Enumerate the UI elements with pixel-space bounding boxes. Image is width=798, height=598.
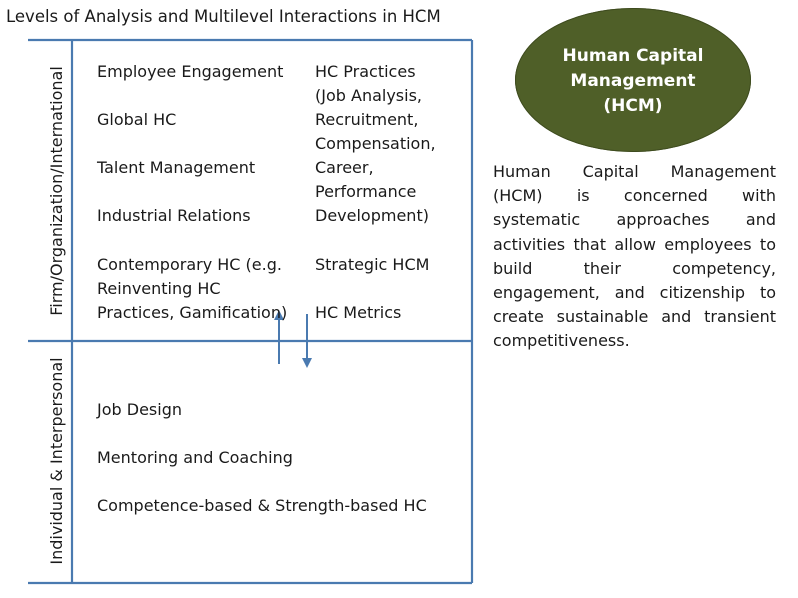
firm-item-talent-management: Talent Management: [97, 158, 256, 177]
hcm-ellipse: [515, 8, 751, 152]
firm-level-label: Firm/Organization/International: [47, 66, 66, 316]
firm-item-strategic-hcm: Strategic HCM: [315, 255, 430, 274]
firm-item-hc-metrics: HC Metrics: [315, 303, 402, 322]
diagram-title: Levels of Analysis and Multilevel Interactions in HCM: [6, 7, 441, 26]
individual-item-competence-strength-hc: Competence-based & Strength-based HC: [97, 496, 427, 515]
firm-item-industrial-relations: Industrial Relations: [97, 206, 251, 225]
firm-item-contemporary-hc: Contemporary HC (e.g. Reinventing HC Practices, Gamification): [97, 255, 288, 322]
individual-item-mentoring-coaching: Mentoring and Coaching: [97, 448, 293, 467]
firm-item-employee-engagement: Employee Engagement: [97, 62, 284, 81]
firm-item-hc-practices: HC Practices (Job Analysis, Recruitment, Compensation, Career, Performance Development): [315, 62, 436, 225]
firm-item-global-hc: Global HC: [97, 110, 177, 129]
individual-item-job-design: Job Design: [97, 400, 182, 419]
hcm-ellipse-label: Human Capital Management (HCM): [562, 45, 704, 116]
hcm-description: Human Capital Management (HCM) is concerned with systematic approaches and activities that allow employees to build their competency, engagement, and citizenship to create sustainable and transient competitiveness.: [493, 162, 776, 351]
individual-level-label: Individual & Interpersonal: [47, 357, 66, 565]
